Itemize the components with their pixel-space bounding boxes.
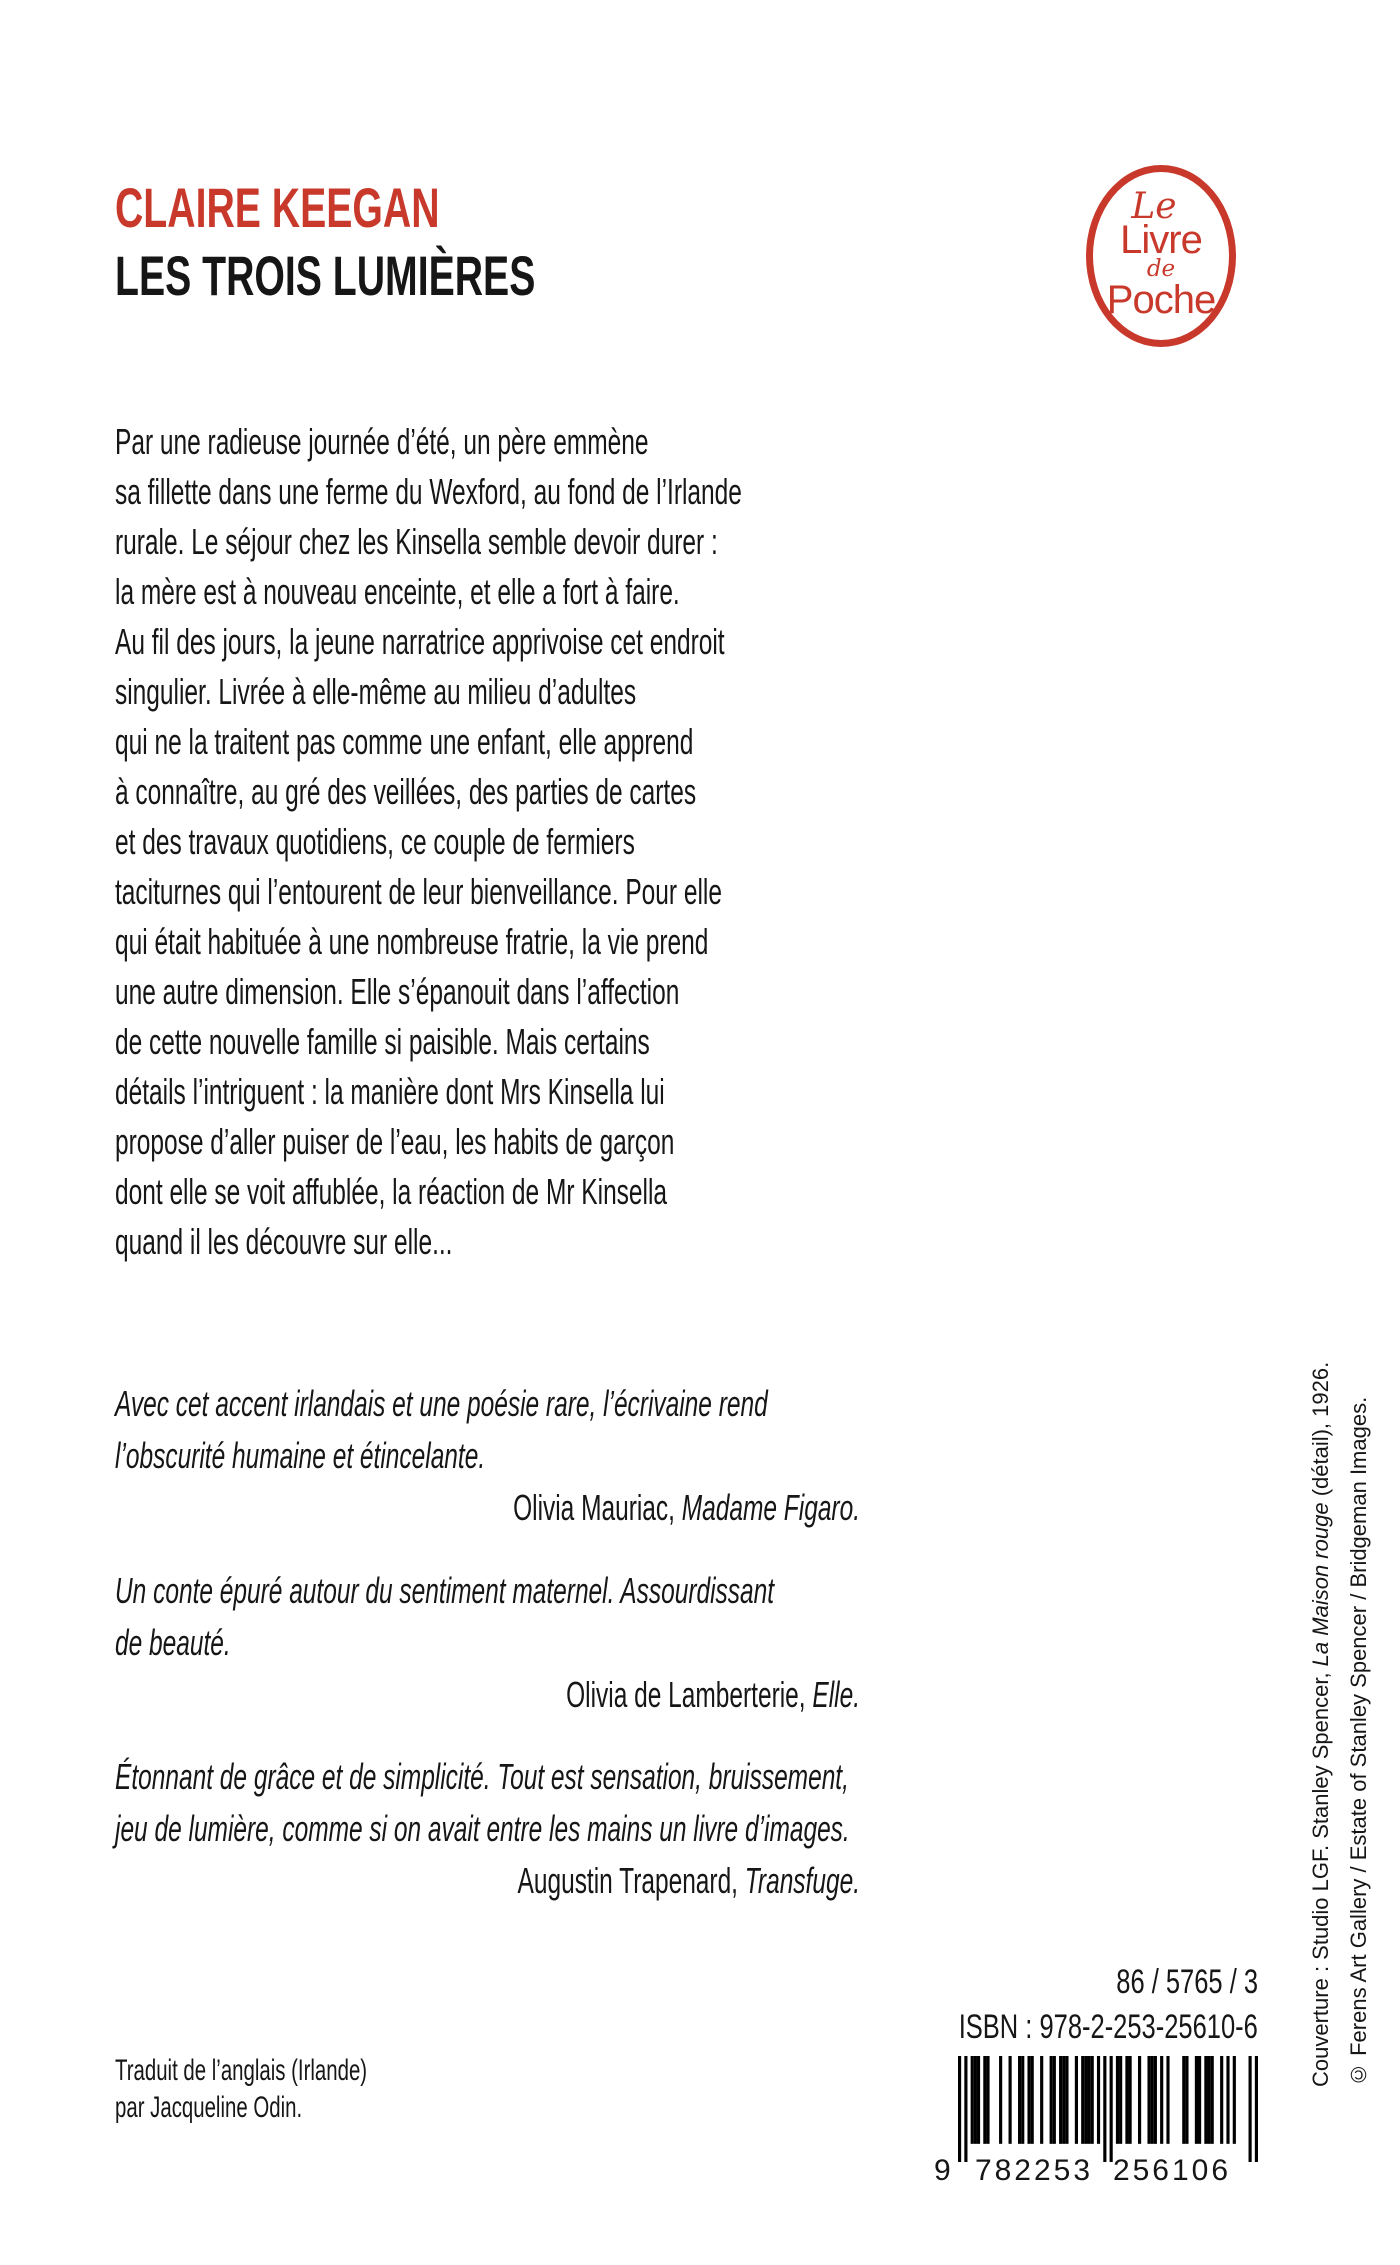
- cover-credit-line: [1302, 1275, 1340, 2087]
- quote-line: de beauté.: [115, 1622, 231, 1663]
- synopsis-line: qui était habituée à une nombreuse fratrie, la vie prend: [115, 921, 709, 962]
- translation-note: [115, 2052, 486, 2126]
- cover-credit-line: © Ferens Art Gallery / Estate of Stanley Spencer / Bridgeman Images.: [1346, 1396, 1371, 2087]
- translation-line: par Jacqueline Odin.: [115, 2091, 303, 2124]
- ean-barcode: [934, 2056, 1258, 2196]
- quote-attribution: [353, 1482, 860, 1534]
- synopsis-line: qui ne la traitent pas comme une enfant, elle apprend: [115, 721, 694, 762]
- quote-line: Étonnant de grâce et de simplicité. Tout est sensation, bruissement,: [115, 1756, 849, 1797]
- quote-line: jeu de lumière, comme si on avait entre les mains un livre d’images.: [115, 1808, 850, 1849]
- synopsis-line: à connaître, au gré des veillées, des parties de cartes: [115, 771, 697, 812]
- isbn-number: ISBN : 978-2-253-25610-6: [958, 2008, 1258, 2046]
- quote-line: Avec cet accent irlandais et une poésie rare, l’écrivaine rend: [115, 1383, 768, 1424]
- logo-livre: Livre: [1120, 217, 1202, 262]
- book-title: LES TROIS LUMIÈRES: [115, 244, 536, 307]
- synopsis-line: et des travaux quotidiens, ce couple de fermiers: [115, 821, 635, 862]
- barcode-group2: 256106: [1112, 2154, 1232, 2187]
- quote-attribution-name: Olivia Mauriac,: [513, 1487, 682, 1528]
- synopsis-line: taciturnes qui l’entourent de leur bienveillance. Pour elle: [115, 871, 722, 912]
- quote-line: Un conte épuré autour du sentiment maternel. Assourdissant: [115, 1570, 775, 1611]
- synopsis-line: Par une radieuse journée d’été, un père emmène: [115, 421, 649, 462]
- credit-artwork-title: La Maison rouge: [1308, 1502, 1333, 1667]
- synopsis-line: de cette nouvelle famille si paisible. Mais certains: [115, 1021, 650, 1062]
- quote-attribution-name: Augustin Trapenard,: [517, 1860, 745, 1901]
- synopsis-line: propose d’aller puiser de l’eau, les habits de garçon: [115, 1121, 675, 1162]
- quote-attribution: [353, 1855, 860, 1907]
- press-quote-madame-figaro: [115, 1378, 1075, 1534]
- synopsis-line: Au fil des jours, la jeune narratrice apprivoise cet endroit: [115, 621, 725, 662]
- logo-le: Le: [1131, 185, 1177, 227]
- logo-poche: Poche: [1106, 277, 1216, 322]
- credit-text: Couverture : Studio LGF. Stanley Spencer,: [1308, 1666, 1333, 2087]
- barcode-group1: 782253: [974, 2154, 1094, 2187]
- quote-attribution-name: Olivia de Lamberterie,: [566, 1674, 813, 1715]
- synopsis-line: une autre dimension. Elle s’épanouit dans l’affection: [115, 971, 680, 1012]
- press-quote-transfuge: [115, 1751, 1195, 1907]
- quote-attribution: [353, 1669, 860, 1721]
- synopsis-line: quand il les découvre sur elle...: [115, 1221, 453, 1262]
- quote-line: l’obscurité humaine et étincelante.: [115, 1435, 486, 1476]
- barcode-bars-icon: [958, 2056, 1258, 2162]
- synopsis-line: dont elle se voit affublée, la réaction de Mr Kinsella: [115, 1171, 668, 1212]
- synopsis-line: la mère est à nouveau enceinte, et elle a fort à faire.: [115, 571, 680, 612]
- press-quote-elle: [115, 1565, 1084, 1721]
- synopsis: [115, 417, 1037, 1267]
- cover-credits: [1302, 1275, 1378, 2087]
- quote-attribution-source: Elle.: [812, 1674, 860, 1715]
- author-name: CLAIRE KEEGAN: [115, 176, 440, 239]
- logo-de: de: [1146, 255, 1176, 282]
- edition-code: 86 / 5765 / 3: [1116, 1963, 1258, 2001]
- quote-attribution-source: Madame Figaro.: [681, 1487, 860, 1528]
- translation-line: Traduit de l’anglais (Irlande): [115, 2054, 368, 2087]
- synopsis-line: singulier. Livrée à elle-même au milieu d’adultes: [115, 671, 637, 712]
- livre-de-poche-logo: [1086, 165, 1236, 347]
- synopsis-line: sa fillette dans une ferme du Wexford, au fond de l’Irlande: [115, 471, 742, 512]
- synopsis-line: rurale. Le séjour chez les Kinsella semble devoir durer :: [115, 521, 718, 562]
- barcode-lead-digit: 9: [934, 2154, 951, 2187]
- quote-attribution-source: Transfuge.: [744, 1860, 860, 1901]
- credit-text: (détail), 1926.: [1308, 1361, 1333, 1503]
- synopsis-line: détails l’intriguent : la manière dont Mrs Kinsella lui: [115, 1071, 665, 1112]
